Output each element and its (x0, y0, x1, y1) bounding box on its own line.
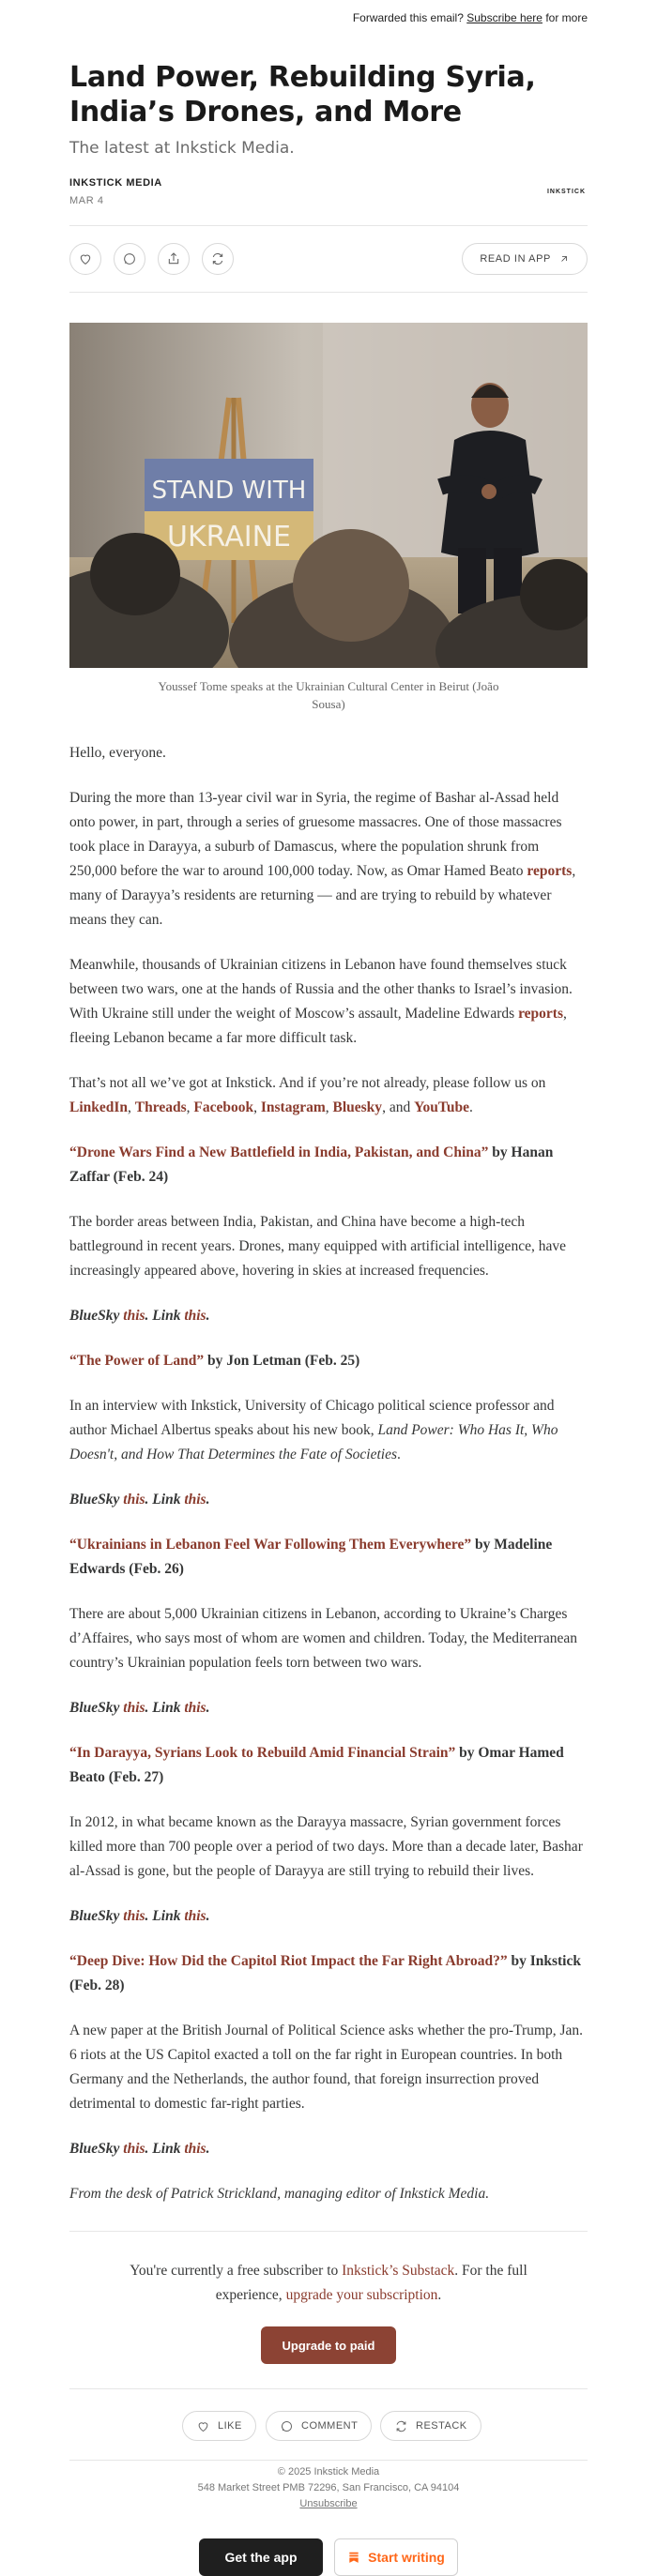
substack-link[interactable]: Inkstick’s Substack (342, 2263, 455, 2279)
heart-icon (196, 2419, 210, 2433)
link-label: Link (152, 1908, 181, 1924)
heart-icon (78, 251, 93, 266)
publication-logo: INKSTICK (546, 189, 586, 195)
bluesky-label: BlueSky (69, 2141, 120, 2157)
arrow-up-right-icon (558, 253, 570, 265)
post-title: Land Power, Rebuilding Syria, India’s Drones, and More (69, 61, 536, 129)
for-more-text: for more (545, 11, 588, 24)
bluesky-label: BlueSky (69, 1700, 120, 1716)
article-byline: by Madeline Edwards (Feb. 26) (69, 1537, 553, 1577)
article-links: BlueSky this. Link this. (69, 1492, 210, 1508)
sign-line-1: STAND WITH (151, 477, 307, 505)
subscription-notice (113, 2259, 544, 2308)
author-name[interactable]: INKSTICK MEDIA (69, 177, 162, 189)
and-text: and (389, 1099, 411, 1115)
link-label: Link (152, 2141, 181, 2157)
comment-button[interactable] (114, 243, 145, 275)
paragraph: That’s not all we’ve got at Inkstick. And if you’re not already, please follow us on LinkedIn, Threads, Facebook, Instagram, Bluesky, and YouTube. (69, 1075, 546, 1115)
greeting: Hello, everyone. (69, 745, 166, 761)
article-this-link[interactable]: this (184, 1308, 206, 1324)
article-heading (69, 1741, 588, 1790)
article-title-link[interactable]: “In Darayya, Syrians Look to Rebuild Amid Financial Strain” (69, 1745, 456, 1761)
post-date: MAR 4 (69, 195, 104, 206)
summary-text: In an interview with Inkstick, University of Chicago political science professor and author Michael Albertus speaks about his new book, (69, 1398, 555, 1438)
comment-label: COMMENT (301, 2420, 359, 2432)
substack-icon (347, 2551, 360, 2564)
article-summary: There are about 5,000 Ukrainian citizens in Lebanon, according to Ukraine’s Charges d’Affaires, who says most of whom are women and children. Today, the Mediterranean country’s Ukrainian population feels torn between two wars. (69, 1606, 577, 1671)
start-writing-button[interactable] (334, 2538, 458, 2576)
reports-link[interactable]: reports (527, 863, 573, 879)
article-byline: by Jon Letman (Feb. 25) (204, 1353, 360, 1369)
article-this-link[interactable]: this (184, 1700, 206, 1716)
instagram-link[interactable]: Instagram (260, 1099, 326, 1115)
bluesky-this-link[interactable]: this (123, 1700, 145, 1716)
post-subtitle: The latest at Inkstick Media. (69, 139, 295, 158)
subscribe-link[interactable]: Subscribe here (466, 11, 542, 24)
article-byline: by Omar Hamed Beato (Feb. 27) (69, 1745, 564, 1785)
comment-icon (122, 251, 137, 266)
article-heading (69, 1349, 588, 1373)
bluesky-label: BlueSky (69, 1308, 120, 1324)
signoff-text: From the desk of Patrick Strickland, managing editor of Inkstick Media. (69, 2186, 490, 2202)
paragraph (69, 786, 588, 932)
paragraph (69, 953, 588, 1051)
divider (69, 225, 588, 226)
signoff (69, 2182, 588, 2206)
share-icon (166, 251, 181, 266)
restack-button[interactable] (202, 243, 234, 275)
article-this-link[interactable]: this (184, 2141, 206, 2157)
unsubscribe-link[interactable]: Unsubscribe (299, 2498, 358, 2509)
notice-text: You're currently a free subscriber to (130, 2263, 343, 2279)
notice-text: . (437, 2287, 442, 2303)
article-links: BlueSky this. Link this. (69, 1308, 210, 1324)
linkedin-link[interactable]: LinkedIn (69, 1099, 129, 1115)
restack-icon (394, 2419, 408, 2433)
start-writing-label: Start writing (368, 2550, 445, 2565)
paragraph-text: That’s not all we’ve got at Inkstick. And if you’re not already, please follow us on (69, 1075, 546, 1091)
hero-photo (69, 323, 588, 668)
bluesky-label: BlueSky (69, 1492, 120, 1508)
restack-pill-button[interactable] (380, 2411, 481, 2441)
paragraph-text: Meanwhile, thousands of Ukrainian citizens in Lebanon have found themselves stuck between two wars, one at the hands of Russia and the other thanks to Israel’s invasion. With Ukraine still under the weight of Moscow’s assault, Madeline Edwards (69, 957, 573, 1022)
article-title-link[interactable]: “Deep Dive: How Did the Capitol Riot Impact the Far Right Abroad?” (69, 1953, 508, 1969)
like-pill-button[interactable] (182, 2411, 256, 2441)
copyright: © 2025 Inkstick Media (277, 2466, 380, 2478)
upgrade-subscription-link[interactable]: upgrade your subscription (285, 2287, 438, 2303)
address: 548 Market Street PMB 72296, San Francisco, CA 94104 (197, 2482, 460, 2493)
bluesky-this-link[interactable]: this (123, 2141, 145, 2157)
facebook-link[interactable]: Facebook (193, 1099, 254, 1115)
bluesky-this-link[interactable]: this (123, 1908, 145, 1924)
article-heading (69, 1949, 588, 1998)
book-title: Land Power: Who Has It, Who Doesn't, and How That Determines the Fate of Societies (69, 1422, 558, 1462)
summary-text: . (397, 1447, 401, 1462)
bluesky-this-link[interactable]: this (123, 1308, 145, 1324)
divider (69, 292, 588, 293)
paragraph-text: , many of Darayya’s residents are returning — and are trying to rebuild by whatever means they can. (69, 863, 576, 928)
get-the-app-button[interactable]: Get the app (199, 2538, 323, 2576)
read-in-app-button[interactable] (462, 243, 588, 275)
article-byline: by Hanan Zaffar (Feb. 24) (69, 1144, 554, 1185)
article-summary: In 2012, in what became known as the Darayya massacre, Syrian government forces killed more than 700 people over a period of two days. More than a decade later, Bashar al-Assad is gone, but the people of Darayya are still trying to rebuild their lives. (69, 1814, 583, 1879)
article-summary: The border areas between India, Pakistan, and China have become a high-tech battleground in recent years. Drones, many equipped with artificial intelligence, have increasingly appeared above, hovering in skies at increased frequencies. (69, 1214, 566, 1279)
bluesky-this-link[interactable]: this (123, 1492, 145, 1508)
article-links: BlueSky this. Link this. (69, 1908, 210, 1924)
bluesky-label: BlueSky (69, 1908, 120, 1924)
divider (69, 2231, 588, 2232)
bluesky-link[interactable]: Bluesky (332, 1099, 383, 1115)
forwarded-line (353, 11, 588, 24)
paragraph-text: During the more than 13-year civil war in Syria, the regime of Bashar al-Assad held onto power, in part, through a series of gruesome massacres. One of those massacres took place in Darayya, a suburb of Damascus, where the population shrunk from 250,000 before the war to around 100,000 today. Now, as Omar Hamed Beato (69, 790, 562, 879)
restack-icon (210, 251, 225, 266)
article-links: BlueSky this. Link this. (69, 2141, 210, 2157)
divider (69, 2388, 588, 2389)
comment-pill-button[interactable] (266, 2411, 372, 2441)
post-body (69, 741, 588, 2227)
divider (69, 2460, 588, 2461)
article-this-link[interactable]: this (184, 1908, 206, 1924)
like-label: LIKE (218, 2420, 242, 2432)
notice-text: . For the full experience, (215, 2263, 527, 2303)
sign-line-2: UKRAINE (166, 521, 292, 553)
article-title-link[interactable]: “The Power of Land” (69, 1353, 205, 1369)
article-this-link[interactable]: this (184, 1492, 206, 1508)
article-heading (69, 1141, 588, 1190)
link-label: Link (152, 1700, 181, 1716)
youtube-link[interactable]: YouTube (414, 1099, 469, 1115)
article-title-link[interactable]: “Drone Wars Find a New Battlefield in India, Pakistan, and China” (69, 1144, 489, 1160)
article-title-link[interactable]: “Ukrainians in Lebanon Feel War Following Them Everywhere” (69, 1537, 472, 1553)
threads-link[interactable]: Threads (134, 1099, 187, 1115)
article-links: BlueSky this. Link this. (69, 1700, 210, 1716)
hero-photo-illustration (69, 323, 588, 668)
article-byline: by Inkstick (Feb. 28) (69, 1953, 581, 1993)
comment-icon (280, 2419, 294, 2433)
read-in-app-label: READ IN APP (480, 253, 551, 265)
link-label: Link (152, 1492, 181, 1508)
restack-label: RESTACK (416, 2420, 467, 2432)
article-heading (69, 1533, 588, 1582)
paragraph-text: , fleeing Lebanon became a far more difficult task. (69, 1006, 567, 1046)
upgrade-to-paid-button[interactable]: Upgrade to paid (261, 2326, 396, 2364)
like-button[interactable] (69, 243, 101, 275)
reports-link[interactable]: reports (518, 1006, 563, 1022)
share-button[interactable] (158, 243, 190, 275)
photo-caption: Youssef Tome speaks at the Ukrainian Cultural Center in Beirut (João Sousa) (158, 679, 499, 711)
link-label: Link (152, 1308, 181, 1324)
article-summary (69, 1394, 588, 1467)
forwarded-text: Forwarded this email? (352, 11, 464, 24)
article-summary: A new paper at the British Journal of Political Science asks whether the pro-Trump, Jan. 6 riots at the US Capitol exacted a toll on the far right in European countries. In both Germany and the Netherlands, the author found, that foreign insurrection proved detrimental to domestic far-right parties. (69, 2023, 583, 2112)
